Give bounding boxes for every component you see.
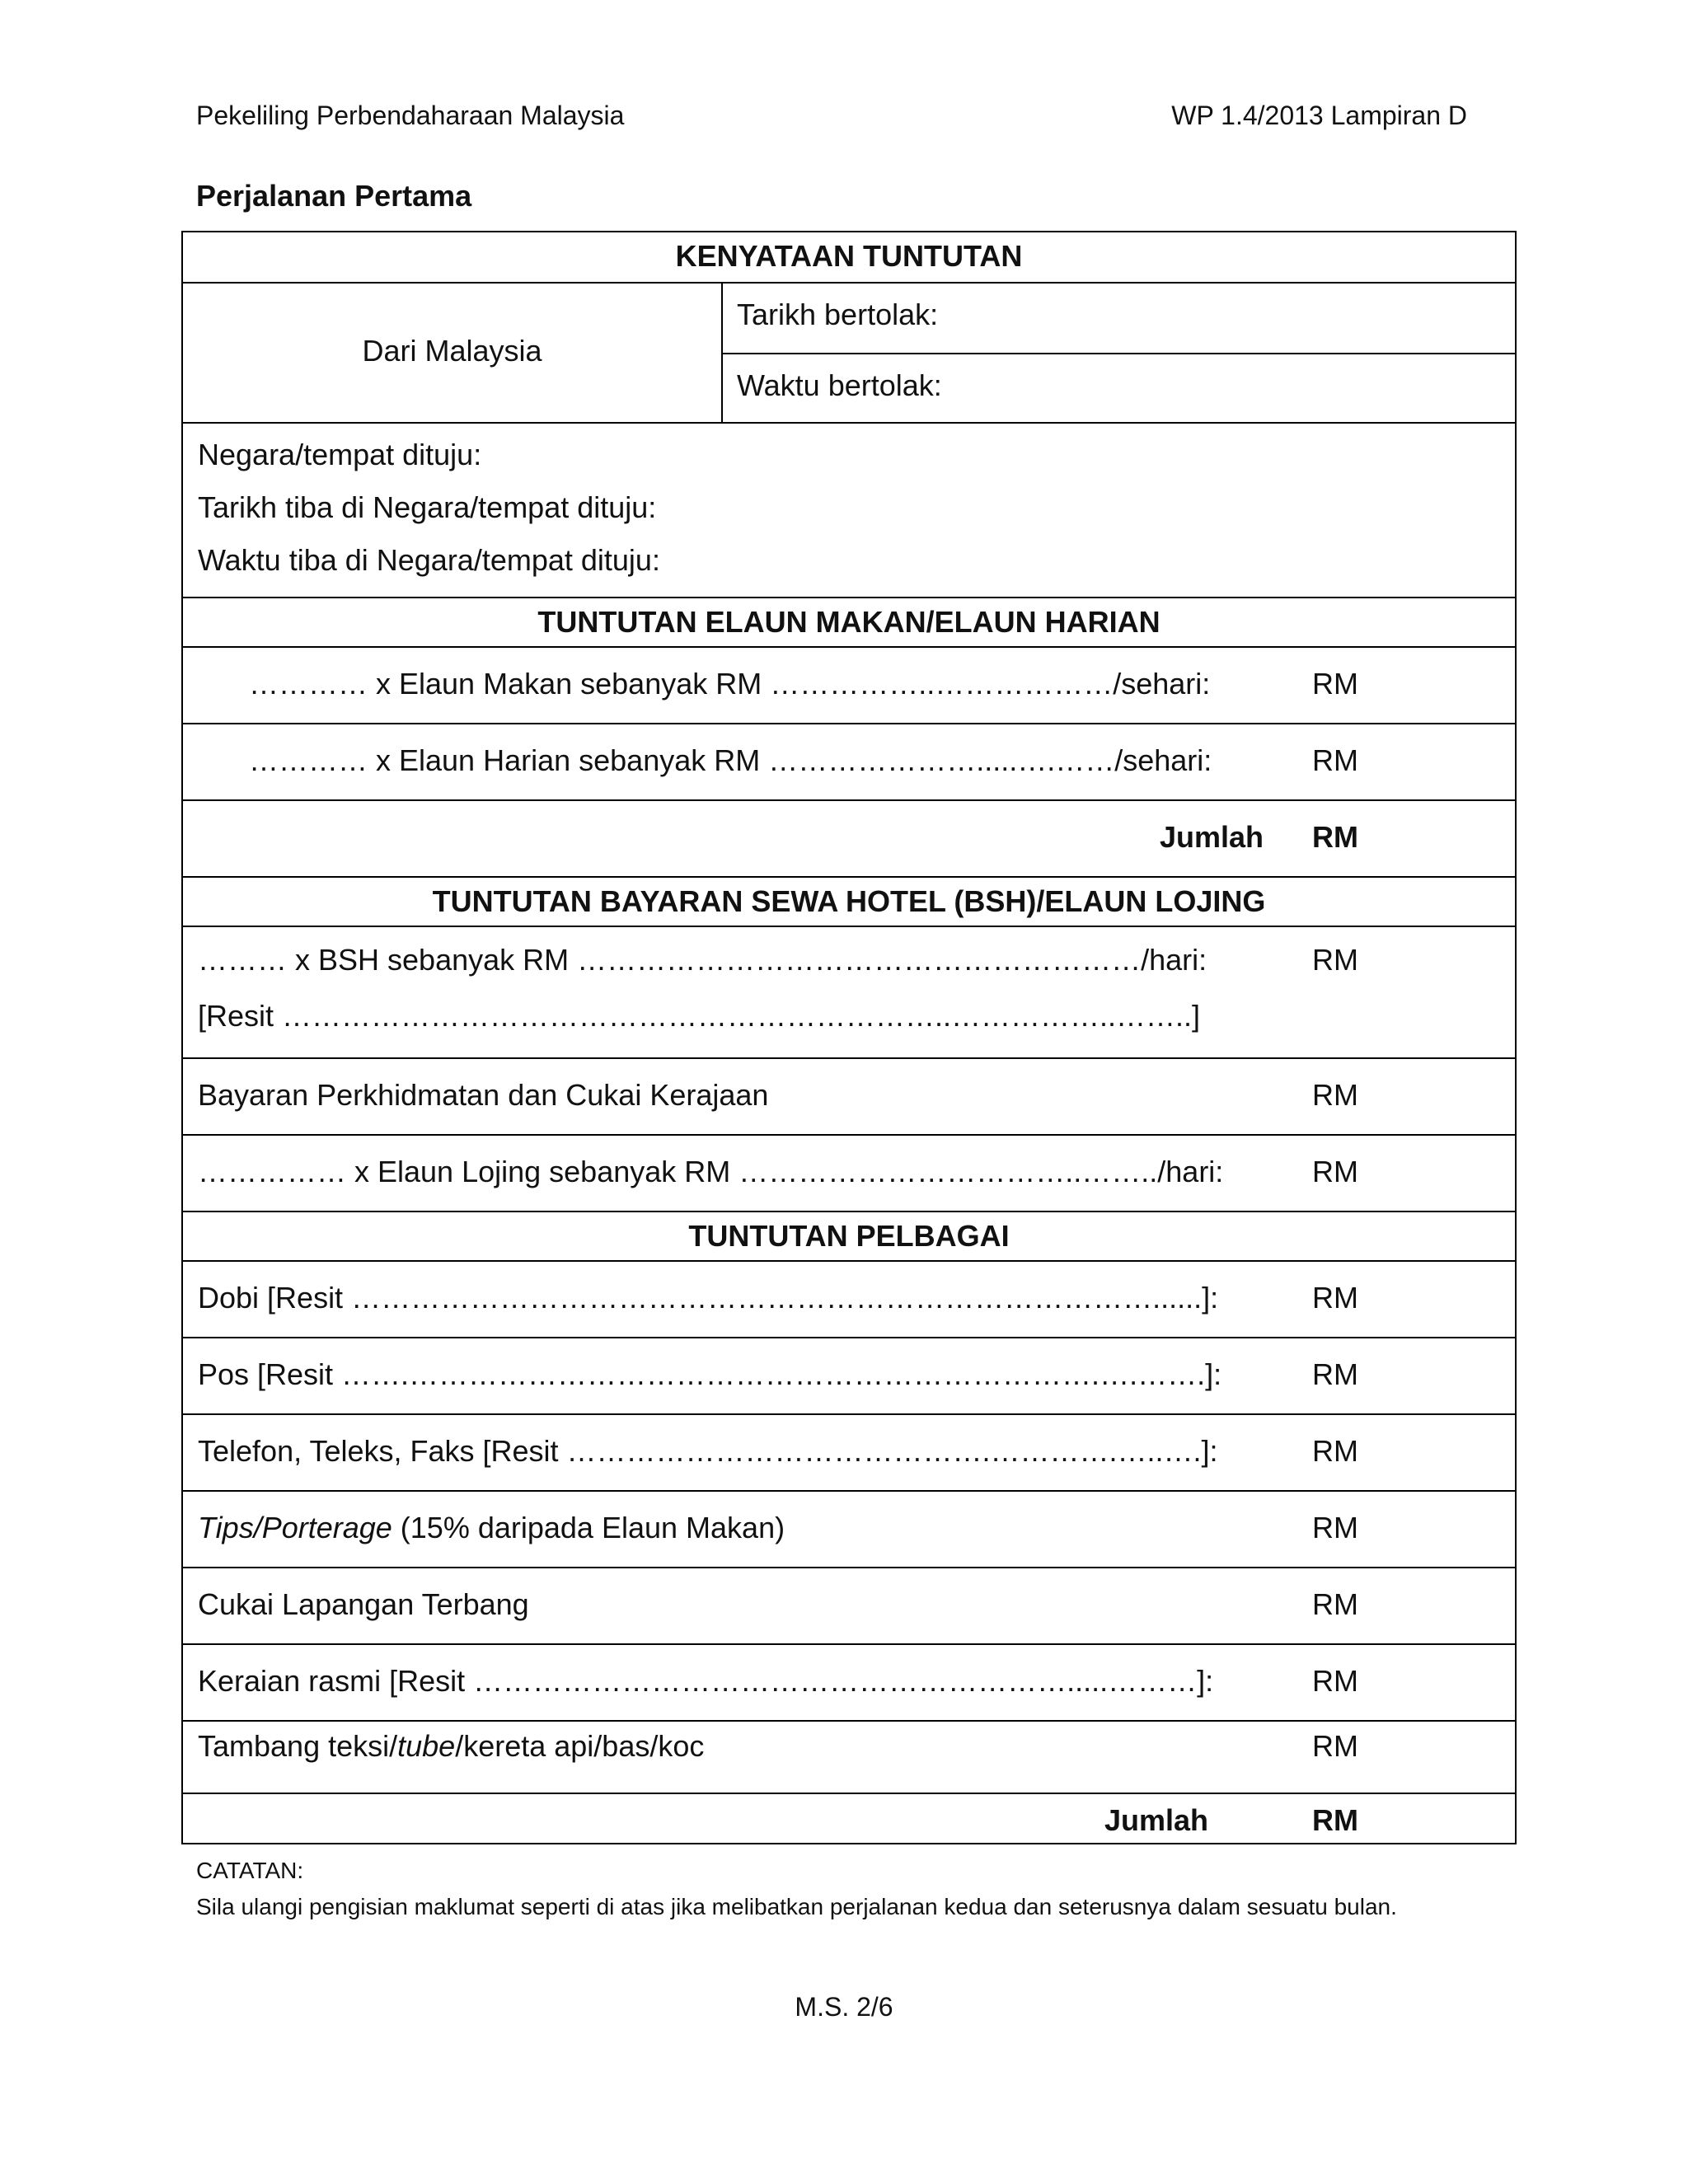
- destination-label: Negara/tempat dituju:: [198, 438, 482, 471]
- departure-time-label: Waktu bertolak:: [737, 368, 942, 402]
- notes-label: CATATAN:: [196, 1858, 304, 1883]
- header-left: Pekeliling Perbendaharaan Malaysia: [196, 101, 625, 130]
- laundry-rm: RM: [1312, 1281, 1358, 1315]
- departure-row: [183, 282, 1515, 422]
- from-label: Dari Malaysia: [362, 334, 542, 368]
- meal-allowance-line: ………… x Elaun Makan sebanyak RM ……………..………………/sehari:: [249, 667, 1211, 701]
- misc-total-rm: RM: [1312, 1803, 1358, 1837]
- fare-rm: RM: [1312, 1729, 1358, 1763]
- hotel-title-row: [183, 876, 1515, 926]
- tips-italic: Tips/Porterage: [198, 1511, 392, 1544]
- tips-rm: RM: [1312, 1511, 1358, 1544]
- airport-tax-row: [183, 1567, 1515, 1643]
- meal-title: TUNTUTAN ELAUN MAKAN/ELAUN HARIAN: [537, 605, 1160, 639]
- statement-title: KENYATAAN TUNTUTAN: [675, 239, 1023, 273]
- daily-allowance-row: [183, 723, 1515, 799]
- service-tax-row: [183, 1057, 1515, 1134]
- hospitality-line: Keraian rasmi [Resit …………………………………………………….....………]:: [198, 1664, 1214, 1698]
- bsh-receipt-line: [Resit …………………………………………………………..……………..……..]: [198, 999, 1201, 1033]
- misc-title: TUNTUTAN PELBAGAI: [688, 1219, 1010, 1253]
- service-tax-label: Bayaran Perkhidmatan dan Cukai Kerajaan: [198, 1078, 769, 1112]
- misc-total-row: [183, 1793, 1515, 1844]
- hospitality-rm: RM: [1312, 1664, 1358, 1698]
- notes-text: Sila ulangi pengisian maklumat seperti di atas jika melibatkan perjalanan kedua dan seterusnya dalam sesuatu bulan.: [196, 1894, 1397, 1919]
- lodging-line: …………… x Elaun Lojing sebanyak RM ……………………………..……../hari:: [198, 1155, 1224, 1188]
- claim-form: [181, 231, 1517, 1844]
- daily-allowance-line: ………… x Elaun Harian sebanyak RM ………………….....….……/sehari:: [249, 743, 1212, 777]
- lodging-rm: RM: [1312, 1155, 1358, 1188]
- page-number: M.S. 2/6: [795, 1992, 893, 2022]
- postage-line: Pos [Resit …….…………………………………………………………….….…….]:: [198, 1357, 1222, 1391]
- meal-total-row: [183, 799, 1515, 876]
- misc-title-row: [183, 1211, 1515, 1260]
- destination-row: [183, 422, 1515, 597]
- meal-allowance-rm: RM: [1312, 667, 1358, 701]
- tips-row: [183, 1490, 1515, 1567]
- hospitality-row: [183, 1643, 1515, 1720]
- meal-total-rm: RM: [1312, 820, 1358, 854]
- postage-rm: RM: [1312, 1357, 1358, 1391]
- laundry-line: Dobi [Resit ………………………………………………………………………......]:: [198, 1281, 1219, 1315]
- meal-total-label: Jumlah: [1160, 820, 1264, 854]
- airport-tax-label: Cukai Lapangan Terbang: [198, 1587, 529, 1621]
- meal-allowance-row: [183, 646, 1515, 723]
- statement-title-row: [183, 232, 1515, 282]
- fare-row: [183, 1720, 1515, 1793]
- header-right: WP 1.4/2013 Lampiran D: [1171, 101, 1467, 130]
- bsh-row: [183, 926, 1515, 1057]
- bsh-line: ……… x BSH sebanyak RM …………………………………………………/hari:: [198, 943, 1207, 977]
- fare-part-b: /kereta api/bas/koc: [455, 1729, 705, 1763]
- laundry-row: [183, 1260, 1515, 1337]
- fare-part-a: Tambang teksi/: [198, 1729, 398, 1763]
- tips-line: [198, 1510, 785, 1546]
- departure-date-label: Tarikh bertolak:: [737, 298, 939, 331]
- arrival-date-label: Tarikh tiba di Negara/tempat dituju:: [198, 490, 657, 524]
- postage-row: [183, 1337, 1515, 1413]
- daily-allowance-rm: RM: [1312, 743, 1358, 777]
- hotel-title: TUNTUTAN BAYARAN SEWA HOTEL (BSH)/ELAUN LOJING: [432, 884, 1266, 918]
- section-title: Perjalanan Pertama: [196, 179, 472, 213]
- telephone-line: Telefon, Teleks, Faks [Resit …………………………………….………….…..….]:: [198, 1434, 1218, 1468]
- fare-line: [198, 1728, 704, 1765]
- bsh-rm: RM: [1312, 943, 1358, 977]
- service-tax-rm: RM: [1312, 1078, 1358, 1112]
- telephone-rm: RM: [1312, 1434, 1358, 1468]
- fare-italic: tube: [397, 1729, 456, 1763]
- tips-rest: (15% daripada Elaun Makan): [392, 1511, 785, 1544]
- arrival-time-label: Waktu tiba di Negara/tempat dituju:: [198, 543, 660, 577]
- telephone-row: [183, 1413, 1515, 1490]
- airport-tax-rm: RM: [1312, 1587, 1358, 1621]
- lodging-row: [183, 1134, 1515, 1211]
- meal-title-row: [183, 597, 1515, 646]
- misc-total-label: Jumlah: [1104, 1803, 1209, 1837]
